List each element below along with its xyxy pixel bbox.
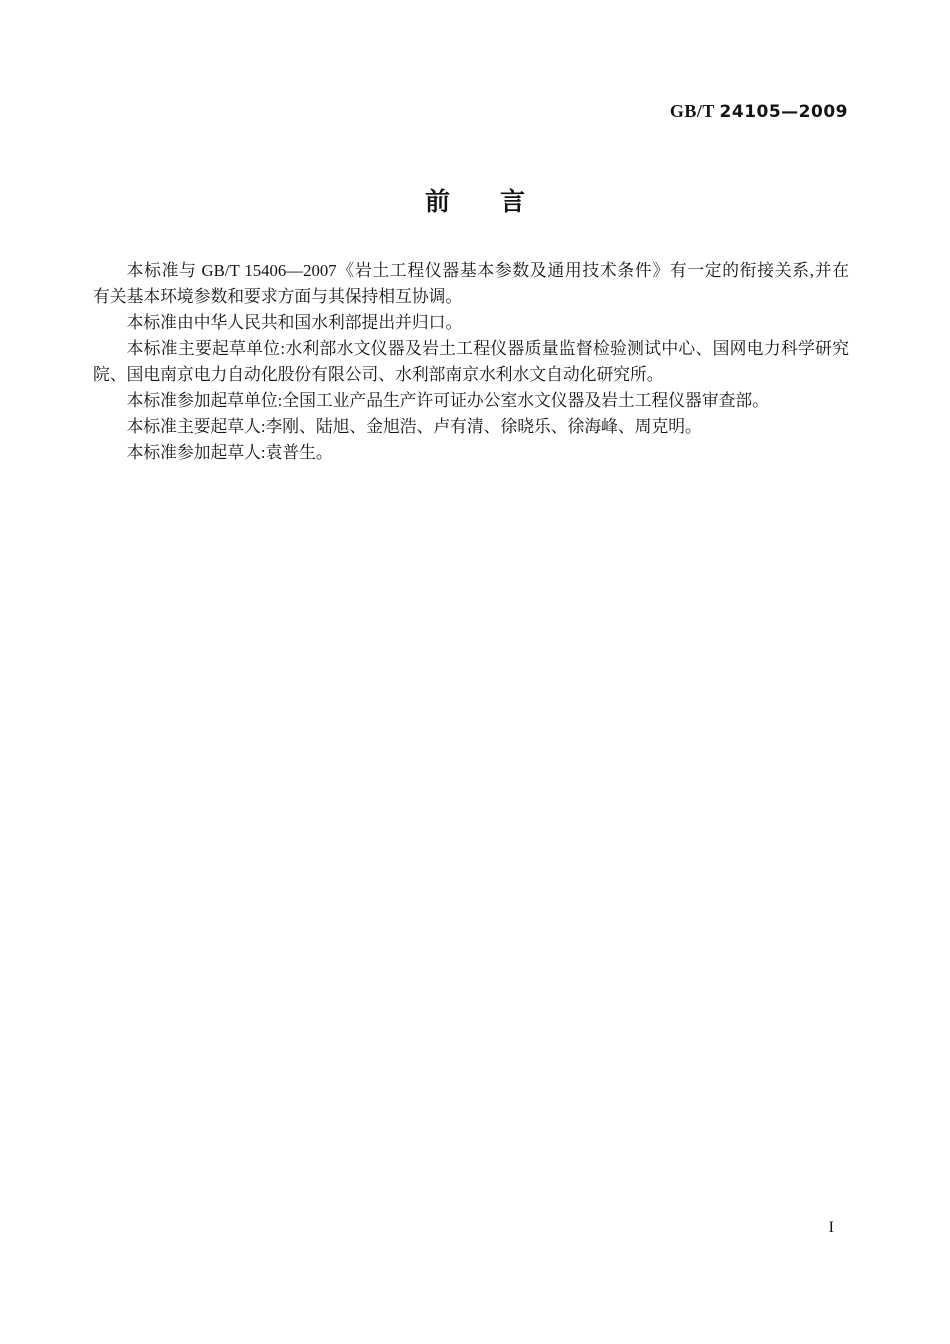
- page-title: 前言: [424, 189, 575, 216]
- body-line: 有关基本环境参数和要求方面与其保持相互协调。: [93, 287, 463, 306]
- body-line: 本标准主要起草人:李刚、陆旭、金旭浩、卢有清、徐晓乐、徐海峰、周克明。: [126, 417, 702, 436]
- body-line: 本标准由中华人民共和国水利部提出并归口。: [126, 313, 463, 332]
- body-line: 本标准与 GB/T 15406—2007《岩土工程仪器基本参数及通用技术条件》有一定的衔接关系,并在: [126, 261, 849, 280]
- body-line: 本标准参加起草单位:全国工业产品生产许可证办公室水文仪器及岩土工程仪器审查部。: [126, 391, 769, 410]
- page-number: I: [828, 1219, 834, 1236]
- foreword-body: [93, 258, 849, 466]
- body-line: 本标准主要起草单位:水利部水文仪器及岩土工程仪器质量监督检验测试中心、国网电力科学研究: [126, 339, 849, 358]
- body-line: 本标准参加起草人:袁普生。: [126, 443, 333, 462]
- standard-code-number: 24105—2009: [719, 102, 848, 122]
- standard-code-prefix: GB/T: [669, 101, 715, 121]
- standard-code: [670, 101, 848, 122]
- body-line: 院、国电南京电力自动化股份有限公司、水利部南京水利水文自动化研究所。: [93, 365, 664, 384]
